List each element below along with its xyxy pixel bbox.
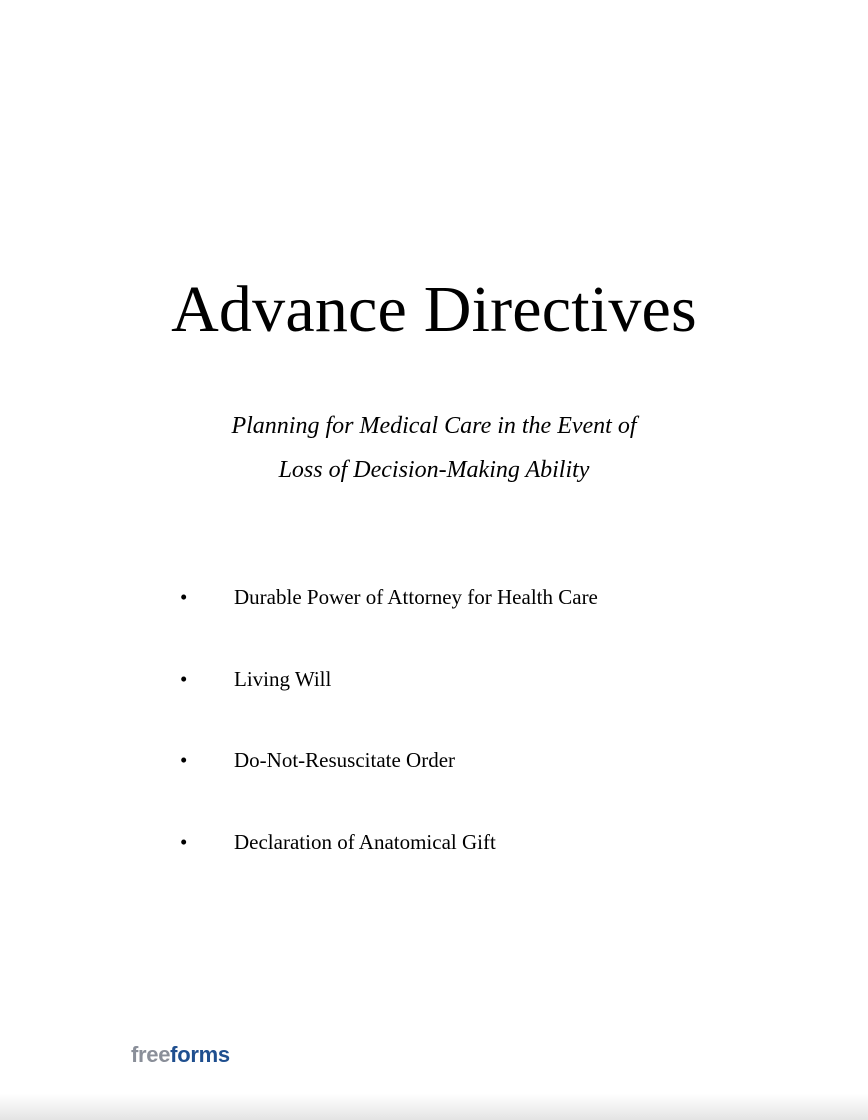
directives-list [0, 580, 868, 906]
list-item-label: Do-Not-Resuscitate Order [234, 748, 456, 772]
list-item [0, 662, 868, 744]
bullet-icon: • [180, 585, 188, 609]
logo-text-forms: forms [170, 1042, 230, 1067]
list-item-label: Declaration of Anatomical Gift [234, 829, 496, 854]
bullet-icon: • [180, 666, 188, 691]
list-item-label: Living Will [234, 666, 332, 691]
page-bottom-shadow [0, 1094, 868, 1120]
list-item [0, 743, 868, 825]
subtitle-line-2: Loss of Decision-Making Ability [278, 457, 590, 483]
bullet-icon: • [180, 829, 188, 854]
subtitle-line-1: Planning for Medical Care in the Event of [231, 413, 637, 439]
freeforms-logo [131, 1040, 230, 1070]
list-item [0, 580, 868, 662]
list-item [0, 825, 868, 907]
logo-text-free: free [131, 1042, 171, 1067]
list-item-label: Durable Power of Attorney for Health Care [234, 585, 598, 609]
document-title: Advance Directives [171, 273, 697, 346]
document-subtitle [0, 404, 868, 492]
bullet-icon: • [180, 748, 188, 772]
